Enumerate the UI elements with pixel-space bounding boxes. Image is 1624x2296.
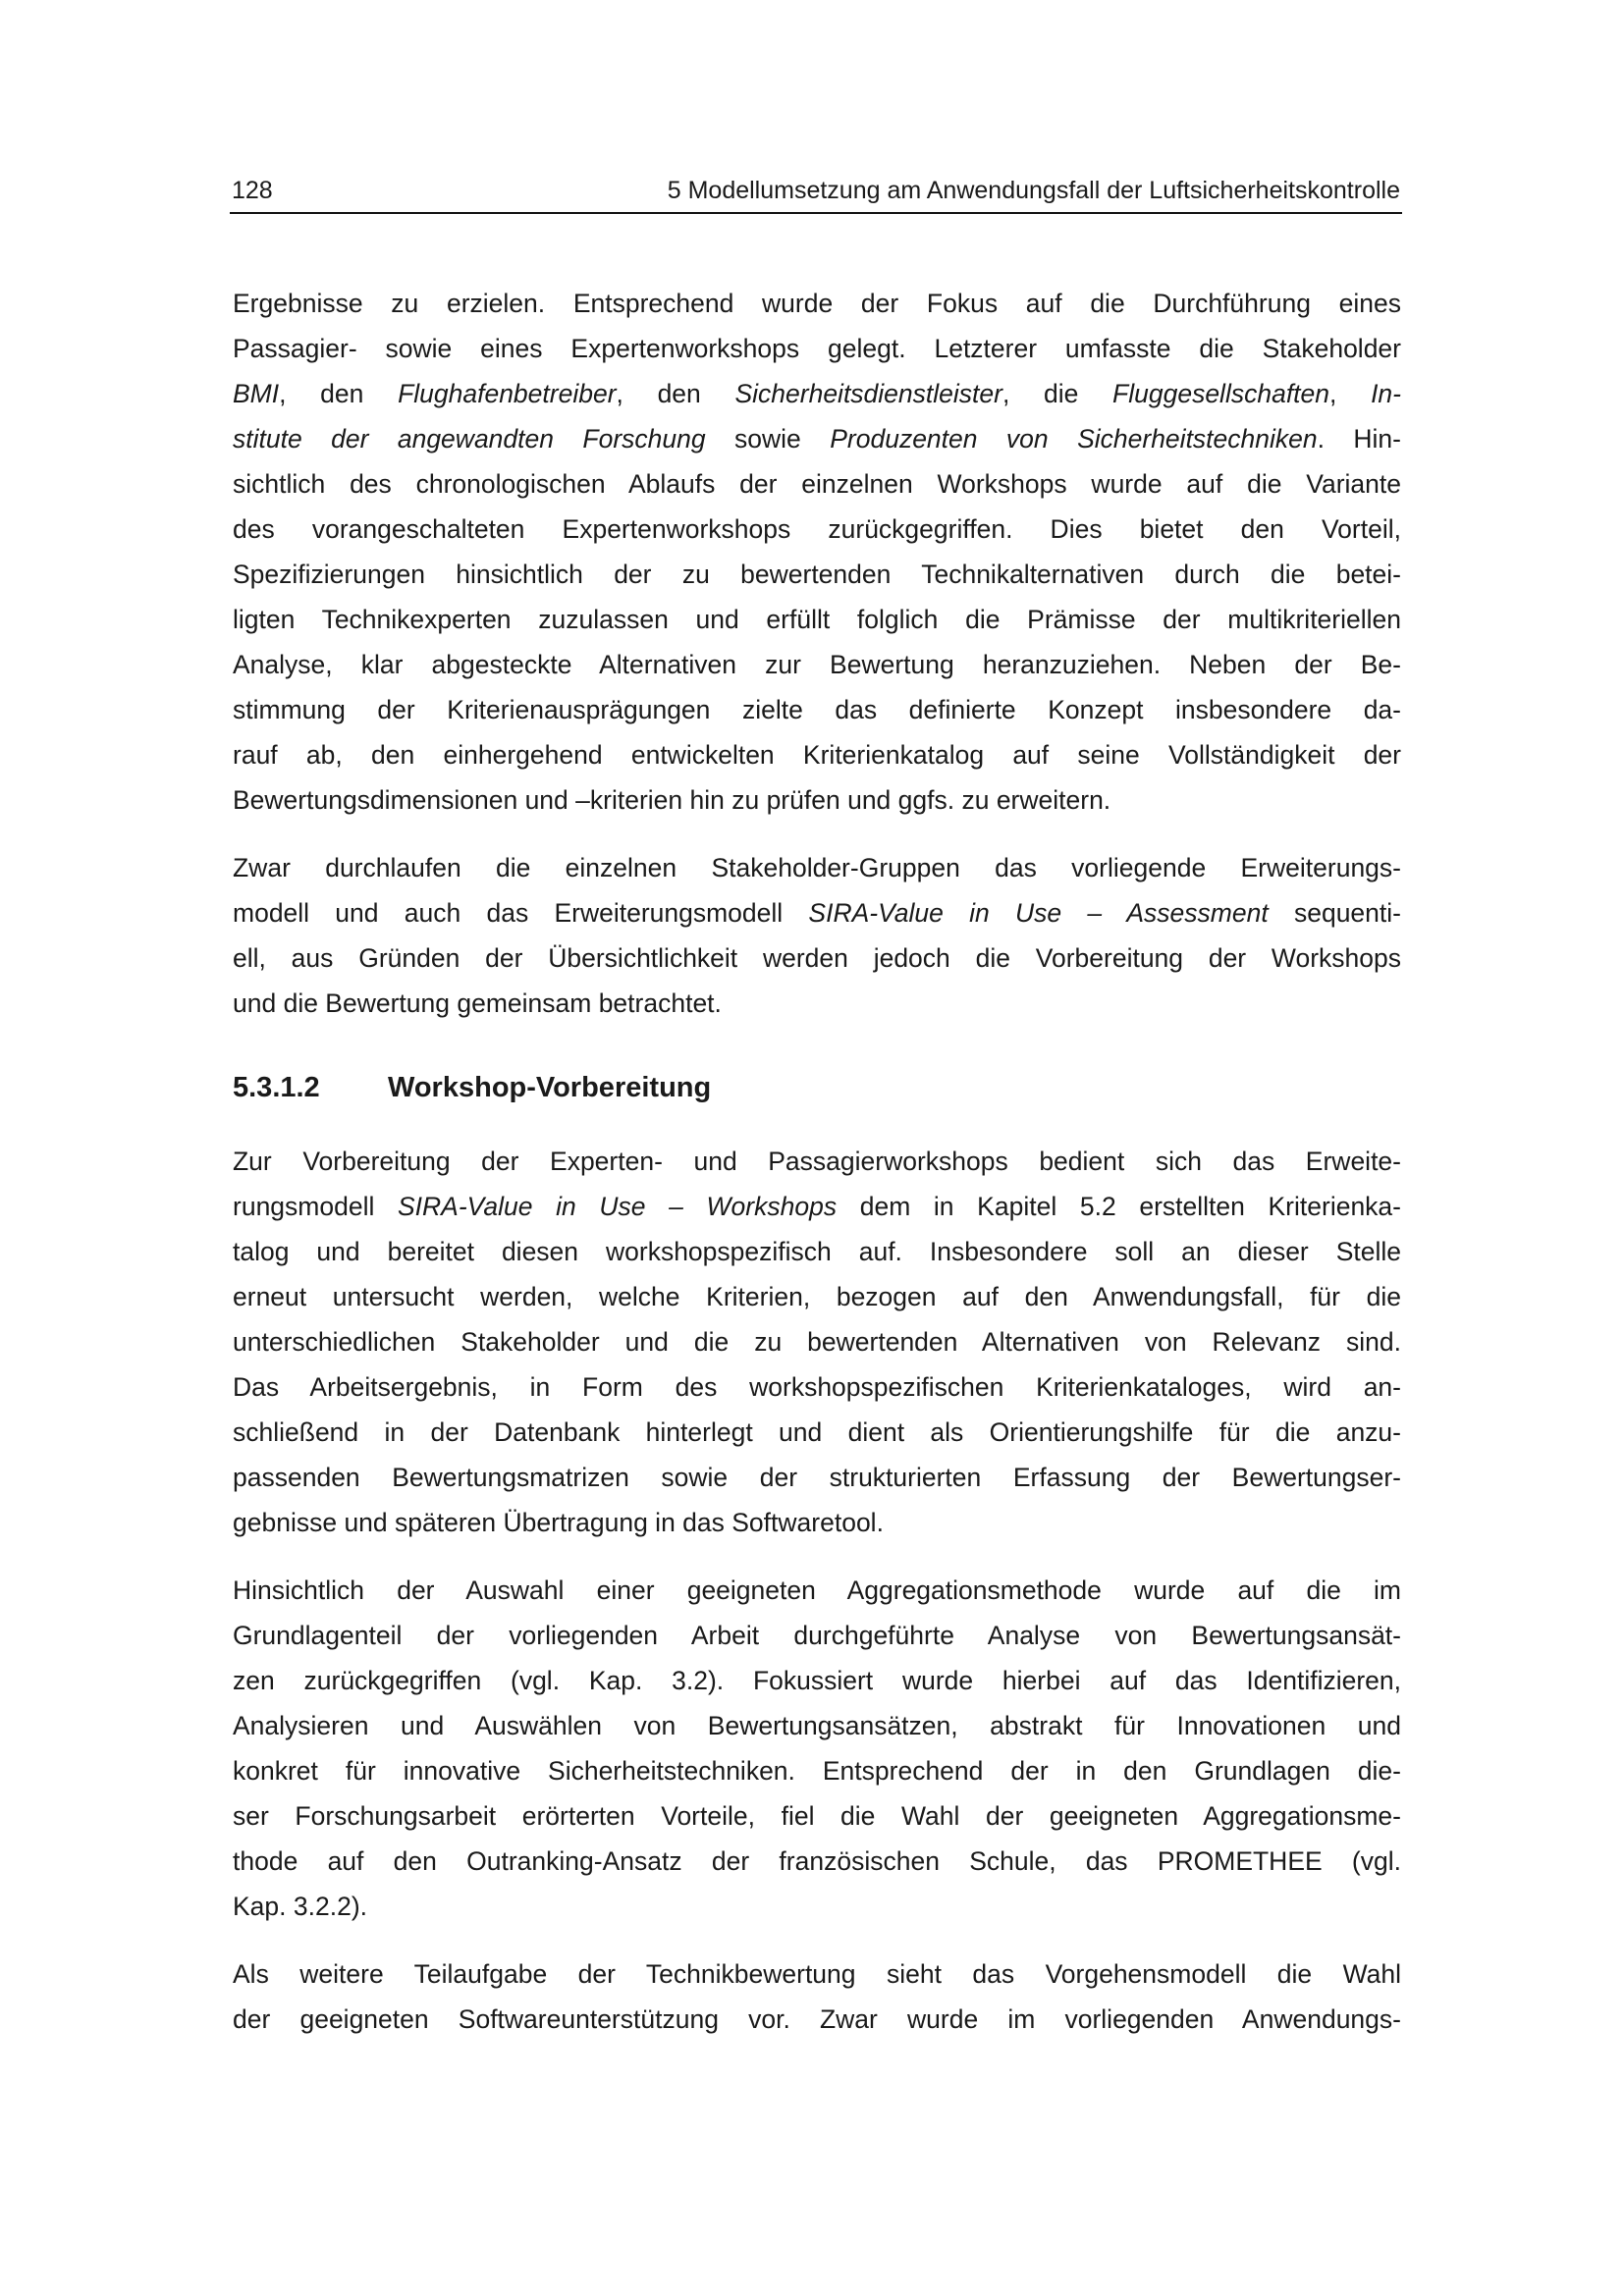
text-run: schließend in der Datenbank hinterlegt und dient als Orientierungshilfe für die anzu-	[233, 1417, 1401, 1447]
text-line	[233, 1500, 1401, 1545]
text-line	[233, 845, 1401, 890]
text-run: konkret für innovative Sicherheitstechniken. Entsprechend der in den Grundlagen die-	[233, 1756, 1401, 1786]
paragraph	[233, 281, 1401, 823]
text-run: der geeigneten Softwareunterstützung vor. Zwar wurde im vorliegenden Anwendungs-	[233, 2004, 1401, 2034]
text-run: Ergebnisse zu erzielen. Entsprechend wurde der Fokus auf die Durchführung eines	[233, 289, 1401, 318]
text-run: Spezifizierungen hinsichtlich der zu bewertenden Technikalternativen durch die betei-	[233, 560, 1401, 589]
text-run: ,	[1329, 379, 1372, 408]
text-line	[233, 416, 1401, 461]
text-line	[233, 1274, 1401, 1319]
text-line	[233, 1997, 1401, 2042]
text-run: erneut untersucht werden, welche Kriterien, bezogen auf den Anwendungsfall, für die	[233, 1282, 1401, 1311]
text-line	[233, 981, 1401, 1026]
text-line	[233, 281, 1401, 326]
text-line	[233, 890, 1401, 935]
text-run: passenden Bewertungsmatrizen sowie der strukturierten Erfassung der Bewertungser-	[233, 1463, 1401, 1492]
text-run: stimmung der Kriterienausprägungen zielte das definierte Konzept insbesondere da-	[233, 695, 1401, 724]
text-run: Zur Vorbereitung der Experten- und Passagierworkshops bedient sich das Erweite-	[233, 1147, 1401, 1176]
text-run: Grundlagenteil der vorliegenden Arbeit durchgeführte Analyse von Bewertungsansät-	[233, 1621, 1401, 1650]
text-line	[233, 935, 1401, 981]
text-run: des vorangeschalteten Expertenworkshops zurückgegriffen. Dies bietet den Vorteil,	[233, 514, 1401, 544]
text-line	[233, 552, 1401, 597]
text-run: , die	[1001, 379, 1113, 408]
text-line	[233, 1319, 1401, 1364]
text-run: unterschiedlichen Stakeholder und die zu bewertenden Alternativen von Relevanz sind.	[233, 1327, 1401, 1357]
chapter-title: 5 Modellumsetzung am Anwendungsfall der Luftsicherheitskontrolle	[667, 177, 1400, 204]
text-run: sowie	[705, 424, 831, 454]
text-run: , den	[616, 379, 735, 408]
text-line	[233, 1703, 1401, 1748]
text-line	[233, 371, 1401, 416]
text-line	[233, 1748, 1401, 1793]
text-run: Kap. 3.2.2).	[233, 1892, 368, 1921]
text-line	[233, 1839, 1401, 1884]
paragraph	[233, 1951, 1401, 2042]
text-run: talog und bereitet diesen workshopspezifisch auf. Insbesondere soll an dieser Stelle	[233, 1237, 1401, 1266]
page-number: 128	[232, 177, 273, 204]
text-run: zen zurückgegriffen (vgl. Kap. 3.2). Fokussiert wurde hierbei auf das Identifizieren,	[233, 1666, 1401, 1695]
text-run: Passagier- sowie eines Expertenworkshops gelegt. Letzterer umfasste die Stakeholder	[233, 334, 1401, 363]
text-run: Hinsichtlich der Auswahl einer geeigneten Aggregationsmethode wurde auf die im	[233, 1575, 1401, 1605]
section-number: 5.3.1.2	[233, 1072, 320, 1103]
text-line	[233, 1951, 1401, 1997]
text-run: , den	[279, 379, 399, 408]
paragraph	[233, 1568, 1401, 1929]
section-title: Workshop-Vorbereitung	[388, 1072, 712, 1103]
text-run: Das Arbeitsergebnis, in Form des workshopspezifischen Kriterienkataloges, wird an-	[233, 1372, 1401, 1402]
italic-term: Sicherheitsdienstleister	[734, 379, 1002, 408]
text-line	[233, 1364, 1401, 1410]
text-run: ell, aus Gründen der Übersichtlichkeit werden jedoch die Vorbereitung der Workshops	[233, 943, 1401, 973]
text-run: und die Bewertung gemeinsam betrachtet.	[233, 988, 722, 1018]
text-run: . Hin-	[1317, 424, 1401, 454]
text-run: thode auf den Outranking-Ansatz der französischen Schule, das PROMETHEE (vgl.	[233, 1846, 1401, 1876]
italic-term: In-	[1371, 379, 1401, 408]
text-line	[233, 1658, 1401, 1703]
italic-term: SIRA-Value in Use – Workshops	[398, 1192, 838, 1221]
text-run: sequenti-	[1268, 898, 1401, 928]
italic-term: Fluggesellschaften	[1112, 379, 1330, 408]
text-run: Analyse, klar abgesteckte Alternativen zur Bewertung heranzuziehen. Neben der Be-	[233, 650, 1401, 679]
text-line	[233, 1184, 1401, 1229]
section-heading	[233, 1065, 1401, 1110]
text-line	[233, 1229, 1401, 1274]
text-line	[233, 597, 1401, 642]
text-line	[233, 1139, 1401, 1184]
text-line	[233, 687, 1401, 732]
text-run: Als weitere Teilaufgabe der Technikbewertung sieht das Vorgehensmodell die Wahl	[233, 1959, 1401, 1989]
text-line	[233, 1568, 1401, 1613]
text-run: Zwar durchlaufen die einzelnen Stakeholder-Gruppen das vorliegende Erweiterungs-	[233, 853, 1401, 882]
text-line	[233, 1613, 1401, 1658]
body-text	[233, 281, 1401, 2064]
text-run: Analysieren und Auswählen von Bewertungsansätzen, abstrakt für Innovationen und	[233, 1711, 1401, 1740]
paragraph	[233, 1139, 1401, 1545]
text-run: ser Forschungsarbeit erörterten Vorteile, fiel die Wahl der geeigneten Aggregationsme-	[233, 1801, 1401, 1831]
text-run: dem in Kapitel 5.2 erstellten Kriterienka-	[837, 1192, 1401, 1221]
running-header	[230, 177, 1402, 214]
text-run: modell und auch das Erweiterungsmodell	[233, 898, 809, 928]
text-run: ligten Technikexperten zuzulassen und erfüllt folglich die Prämisse der multikriteriellen	[233, 605, 1401, 634]
text-line	[233, 1793, 1401, 1839]
italic-term: stitute der angewandten Forschung	[233, 424, 706, 454]
text-run: Bewertungsdimensionen und –kriterien hin zu prüfen und ggfs. zu erweitern.	[233, 785, 1111, 815]
italic-term: SIRA-Value in Use – Assessment	[808, 898, 1269, 928]
italic-term: Flughafenbetreiber	[398, 379, 617, 408]
paragraph	[233, 845, 1401, 1026]
text-line	[233, 732, 1401, 777]
text-line	[233, 326, 1401, 371]
italic-term: BMI	[233, 379, 280, 408]
text-run: rungsmodell	[233, 1192, 398, 1221]
text-line	[233, 461, 1401, 507]
text-run: sichtlich des chronologischen Ablaufs der einzelnen Workshops wurde auf die Variante	[233, 469, 1401, 499]
text-line	[233, 642, 1401, 687]
text-line	[233, 777, 1401, 823]
text-run: rauf ab, den einhergehend entwickelten Kriterienkatalog auf seine Vollständigkeit der	[233, 740, 1401, 770]
text-line	[233, 507, 1401, 552]
text-line	[233, 1410, 1401, 1455]
text-line	[233, 1884, 1401, 1929]
text-run: gebnisse und späteren Übertragung in das Softwaretool.	[233, 1508, 884, 1537]
italic-term: Produzenten von Sicherheitstechniken	[830, 424, 1318, 454]
text-line	[233, 1455, 1401, 1500]
